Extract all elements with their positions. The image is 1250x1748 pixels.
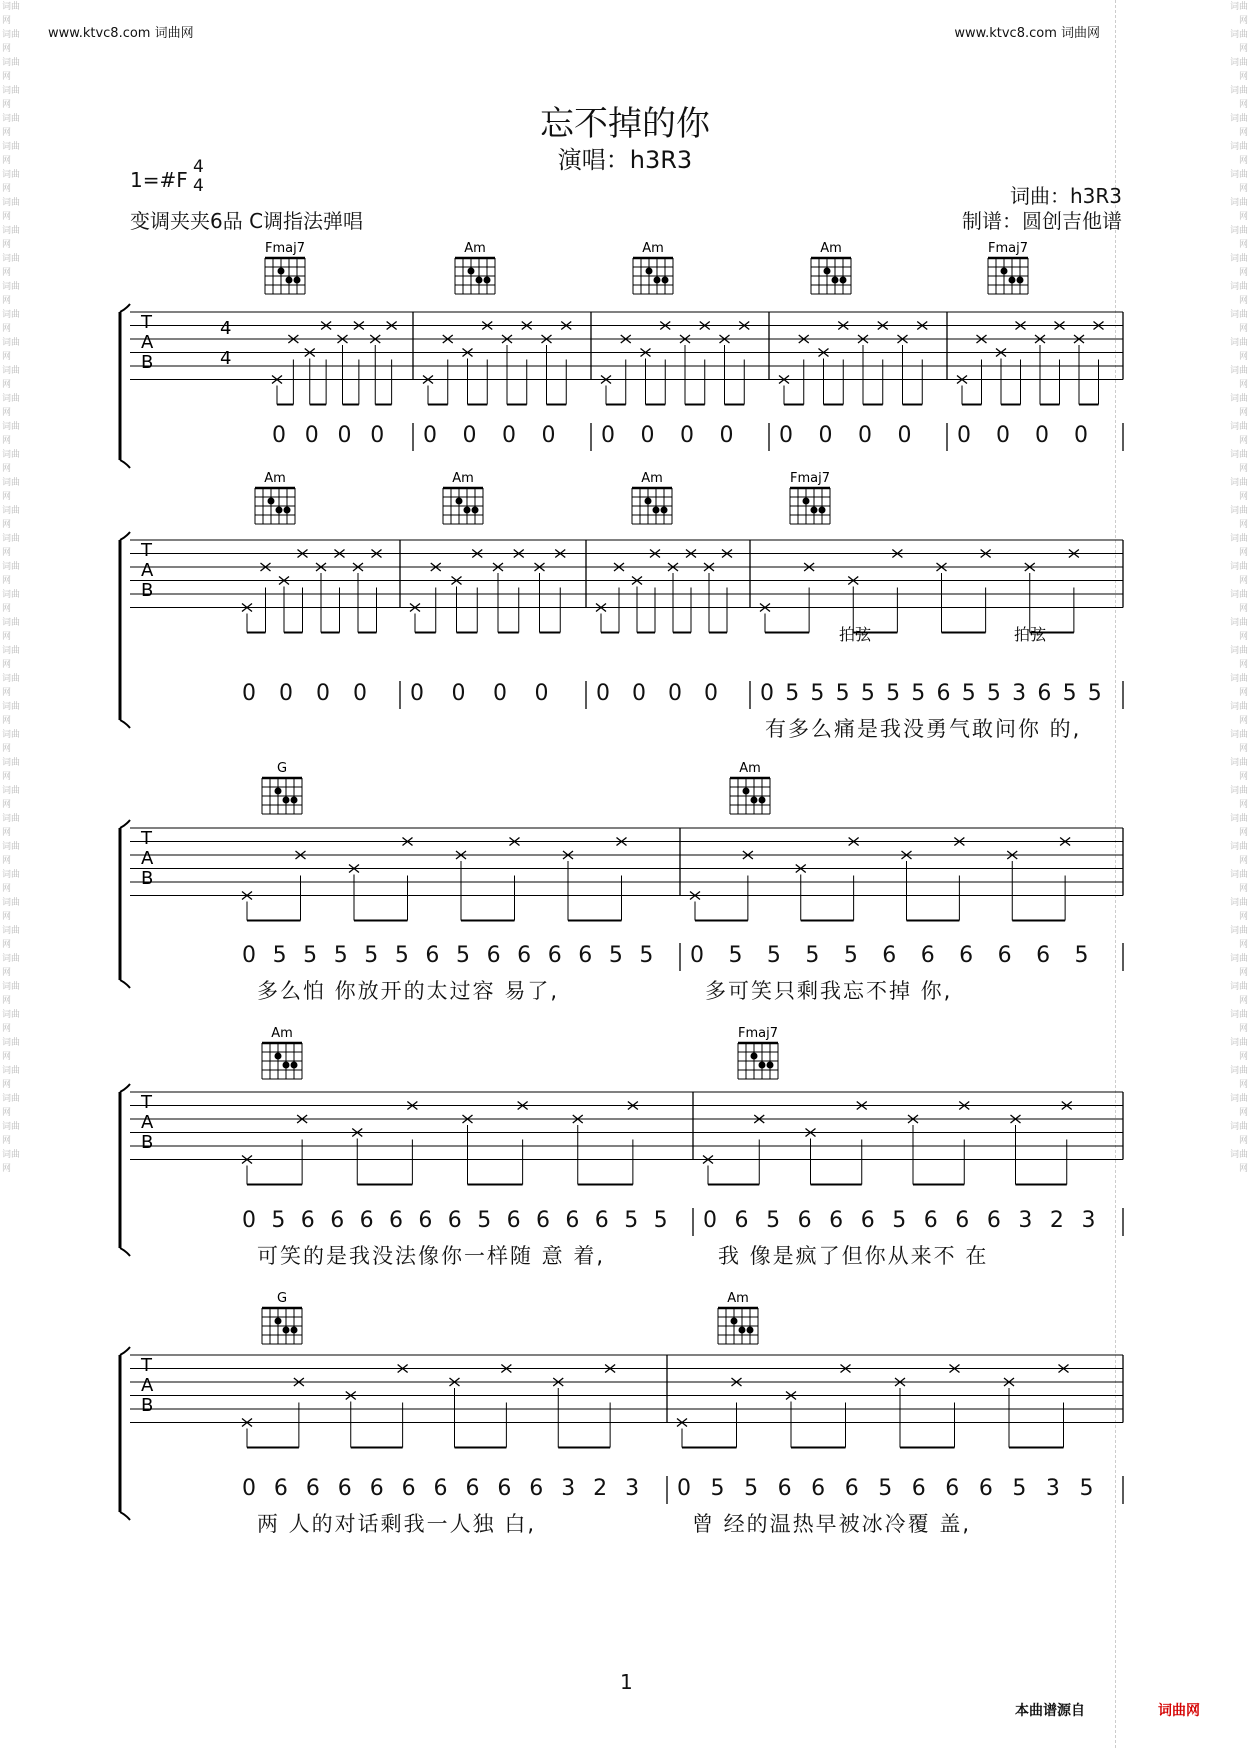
tab-letter: A bbox=[141, 560, 154, 581]
chord-name: Am bbox=[820, 241, 842, 256]
jianpu-note: 0 bbox=[632, 681, 646, 706]
jianpu-note: 6 bbox=[433, 1476, 448, 1501]
tab-letter: B bbox=[141, 1395, 154, 1416]
tab-letter: A bbox=[141, 1112, 154, 1133]
tab-letter: T bbox=[141, 1355, 152, 1376]
chord-dot bbox=[472, 507, 479, 514]
lyric-line: 可笑的是我没法像你一样随 意 着, bbox=[257, 1244, 606, 1268]
jianpu-note: 6 bbox=[401, 1476, 416, 1501]
jianpu-note: 5 bbox=[456, 943, 470, 968]
jianpu-note: 0 bbox=[410, 681, 424, 706]
time-sig-top: 4 bbox=[193, 157, 204, 177]
jianpu-note: 3 bbox=[1045, 1476, 1060, 1501]
edge-watermark-right: 词曲网 词曲网 词曲网 词曲网 词曲网 词曲网 词曲网 词曲网 词曲网 词曲网 词曲网 词曲网 词曲网 词曲网 词曲网 词曲网 词曲网 词曲网 词曲网 词曲网 词曲网 词曲网 词曲网 词曲网 词曲网 词曲网 词曲网 词曲网 词曲网 词曲网 词曲网 词曲网 词曲网 词曲网 词曲网 词曲网 词曲网 词曲网 词曲网 词曲网 词曲网 词曲网 bbox=[1229, 2, 1248, 1174]
jianpu-note: 6 bbox=[734, 1208, 749, 1233]
chord-dot bbox=[1001, 268, 1008, 275]
jianpu-note: 6 bbox=[936, 681, 951, 706]
lyricist: 词曲：h3R3 bbox=[1009, 184, 1122, 208]
jianpu-note: 2 bbox=[1049, 1208, 1064, 1233]
edge-watermark-left: 词曲网 词曲网 词曲网 词曲网 词曲网 词曲网 词曲网 词曲网 词曲网 词曲网 词曲网 词曲网 词曲网 词曲网 词曲网 词曲网 词曲网 词曲网 词曲网 词曲网 词曲网 词曲网 词曲网 词曲网 词曲网 词曲网 词曲网 词曲网 词曲网 词曲网 词曲网 词曲网 词曲网 词曲网 词曲网 词曲网 词曲网 词曲网 词曲网 词曲网 词曲网 词曲网 bbox=[2, 2, 21, 1174]
jianpu-note: 0 bbox=[897, 423, 912, 448]
chord-dot bbox=[276, 507, 283, 514]
chord-name: G bbox=[276, 1291, 288, 1306]
chord-dot bbox=[291, 1062, 298, 1069]
jianpu-note: 5 bbox=[639, 943, 654, 968]
chord-dot bbox=[654, 277, 661, 284]
jianpu-note: 6 bbox=[447, 1208, 462, 1233]
jianpu-note: 0 bbox=[304, 423, 319, 448]
jianpu-note: 6 bbox=[829, 1208, 844, 1233]
chord-dot bbox=[268, 498, 275, 505]
chord-dot bbox=[275, 788, 282, 795]
jianpu-note: 5 bbox=[986, 681, 1001, 706]
tab-letter: T bbox=[141, 312, 152, 333]
chord-dot bbox=[1009, 277, 1016, 284]
jianpu-note: 6 bbox=[986, 1208, 1001, 1233]
chord-name: Fmaj7 bbox=[738, 1026, 778, 1041]
jianpu-note: 5 bbox=[843, 943, 858, 968]
jianpu-note: 5 bbox=[766, 1208, 781, 1233]
jianpu-note: 6 bbox=[359, 1208, 374, 1233]
jianpu-note: 6 bbox=[529, 1476, 544, 1501]
jianpu-note: 5 bbox=[744, 1476, 759, 1501]
jianpu-note: 0 bbox=[279, 681, 293, 706]
jianpu-note: 0 bbox=[242, 1476, 256, 1501]
key-signature: 1=#F bbox=[130, 168, 188, 192]
jianpu-note: 0 bbox=[690, 943, 704, 968]
jianpu-note: 6 bbox=[418, 1208, 433, 1233]
jianpu-note: 5 bbox=[892, 1208, 907, 1233]
strum-note: 拍弦 bbox=[1013, 625, 1047, 644]
jianpu-note: 5 bbox=[653, 1208, 668, 1233]
chord-dot bbox=[283, 797, 290, 804]
jianpu-note: 6 bbox=[797, 1208, 812, 1233]
lyric-line: 有多么痛是我没勇气敢问你 的, bbox=[765, 717, 1082, 741]
jianpu-note: 6 bbox=[565, 1208, 580, 1233]
chord-dot bbox=[291, 1327, 298, 1334]
jianpu-note: 6 bbox=[369, 1476, 384, 1501]
jianpu-note: 0 bbox=[818, 423, 833, 448]
jianpu-note: 6 bbox=[920, 943, 935, 968]
jianpu-note: 0 bbox=[242, 1208, 256, 1233]
jianpu-note: 5 bbox=[810, 681, 825, 706]
jianpu-note: 6 bbox=[945, 1476, 960, 1501]
chord-name: Fmaj7 bbox=[988, 241, 1028, 256]
jianpu-note: 0 bbox=[640, 423, 655, 448]
lyric-line: 曾 经的温热早被冰冷覆 盖, bbox=[692, 1512, 972, 1536]
chord-name: Am bbox=[464, 241, 486, 256]
jianpu-note: 3 bbox=[1012, 681, 1027, 706]
jianpu-note: 0 bbox=[502, 423, 516, 448]
chord-dot bbox=[294, 277, 301, 284]
jianpu-note: 5 bbox=[710, 1476, 725, 1501]
jianpu-note: 0 bbox=[451, 681, 466, 706]
chord-name: Am bbox=[264, 471, 286, 486]
jianpu-note: 5 bbox=[835, 681, 850, 706]
tab-letter: T bbox=[141, 828, 152, 849]
jianpu-note: 5 bbox=[1074, 943, 1089, 968]
jianpu-note: 3 bbox=[1018, 1208, 1033, 1233]
chord-name: Am bbox=[727, 1291, 749, 1306]
jianpu-note: 5 bbox=[624, 1208, 639, 1233]
song-title: 忘不掉的你 bbox=[540, 104, 710, 144]
jianpu-note: 0 bbox=[957, 423, 971, 448]
time-sig-bottom: 4 bbox=[193, 176, 204, 196]
lyric-line: 两 人的对话剩我一人独 白, bbox=[257, 1512, 537, 1536]
jianpu-note: 5 bbox=[608, 943, 623, 968]
jianpu-note: 0 bbox=[541, 423, 556, 448]
chord-dot bbox=[819, 507, 826, 514]
jianpu-note: 3 bbox=[1081, 1208, 1096, 1233]
jianpu-note: 5 bbox=[961, 681, 976, 706]
jianpu-note: 0 bbox=[704, 681, 718, 706]
jianpu-note: 5 bbox=[272, 943, 287, 968]
chord-name: G bbox=[276, 761, 288, 776]
jianpu-note: 6 bbox=[547, 943, 562, 968]
jianpu-note: 6 bbox=[811, 1476, 826, 1501]
tab-letter: T bbox=[141, 540, 152, 561]
jianpu-note: 0 bbox=[1074, 423, 1088, 448]
jianpu-note: 0 bbox=[337, 423, 352, 448]
jianpu-note: 6 bbox=[517, 943, 532, 968]
jianpu-note: 5 bbox=[271, 1208, 286, 1233]
jianpu-note: 5 bbox=[785, 681, 800, 706]
jianpu-note: 6 bbox=[1036, 943, 1051, 968]
chord-dot bbox=[653, 507, 660, 514]
tab-letter: B bbox=[141, 580, 154, 601]
jianpu-note: 5 bbox=[364, 943, 379, 968]
chord-dot bbox=[759, 797, 766, 804]
jianpu-note: 2 bbox=[593, 1476, 608, 1501]
jianpu-note: 0 bbox=[353, 681, 367, 706]
chord-dot bbox=[476, 277, 483, 284]
jianpu-note: 5 bbox=[878, 1476, 893, 1501]
jianpu-note: 0 bbox=[858, 423, 872, 448]
lyric-line: 多可笑只剩我忘不掉 你, bbox=[705, 979, 953, 1003]
jianpu-note: 5 bbox=[805, 943, 820, 968]
chord-dot bbox=[464, 507, 471, 514]
chord-dot bbox=[824, 268, 831, 275]
jianpu-note: 6 bbox=[978, 1476, 993, 1501]
jianpu-note: 6 bbox=[777, 1476, 792, 1501]
jianpu-note: 5 bbox=[394, 943, 409, 968]
jianpu-note: 6 bbox=[465, 1476, 480, 1501]
jianpu-note: 5 bbox=[477, 1208, 492, 1233]
tab-letter: T bbox=[141, 1092, 152, 1113]
chord-dot bbox=[283, 1327, 290, 1334]
jianpu-note: 6 bbox=[337, 1476, 352, 1501]
jianpu-note: 0 bbox=[242, 943, 256, 968]
capo-info: 变调夹夹6品 C调指法弹唱 bbox=[130, 209, 364, 233]
chord-dot bbox=[278, 268, 285, 275]
jianpu-note: 6 bbox=[844, 1476, 859, 1501]
jianpu-note: 0 bbox=[668, 681, 682, 706]
jianpu-note: 6 bbox=[594, 1208, 609, 1233]
chord-dot bbox=[284, 507, 291, 514]
jianpu-note: 0 bbox=[601, 423, 615, 448]
jianpu-note: 0 bbox=[370, 423, 385, 448]
chord-name: Fmaj7 bbox=[265, 241, 305, 256]
jianpu-note: 6 bbox=[536, 1208, 550, 1233]
jianpu-note: 6 bbox=[273, 1476, 288, 1501]
jianpu-note: 3 bbox=[625, 1476, 640, 1501]
jianpu-note: 5 bbox=[1062, 681, 1077, 706]
jianpu-note: 0 bbox=[242, 681, 256, 706]
jianpu-note: 0 bbox=[779, 423, 793, 448]
chord-dot bbox=[662, 277, 669, 284]
jianpu-note: 0 bbox=[996, 423, 1010, 448]
jianpu-note: 5 bbox=[911, 681, 926, 706]
chord-name: Am bbox=[271, 1026, 293, 1041]
lyric-line: 我 像是疯了但你从来不 在 bbox=[718, 1244, 989, 1268]
jianpu-note: 0 bbox=[316, 681, 330, 706]
jianpu-note: 0 bbox=[719, 423, 734, 448]
jianpu-note: 6 bbox=[860, 1208, 875, 1233]
jianpu-note: 3 bbox=[561, 1476, 576, 1501]
chord-dot bbox=[661, 507, 668, 514]
chord-dot bbox=[456, 498, 463, 505]
jianpu-note: 6 bbox=[1037, 681, 1052, 706]
chord-dot bbox=[739, 1327, 746, 1334]
watermark-left: www.ktvc8.com 词曲网 bbox=[48, 26, 194, 41]
chord-dot bbox=[803, 498, 810, 505]
tab-time-bottom: 4 bbox=[220, 348, 232, 369]
jianpu-note: 5 bbox=[1087, 681, 1102, 706]
jianpu-note: 6 bbox=[330, 1208, 345, 1233]
page-number: 1 bbox=[620, 1670, 633, 1694]
chord-dot bbox=[275, 1053, 282, 1060]
chord-dot bbox=[743, 788, 750, 795]
jianpu-note: 5 bbox=[728, 943, 743, 968]
jianpu-note: 0 bbox=[677, 1476, 691, 1501]
jianpu-note: 5 bbox=[303, 943, 318, 968]
jianpu-note: 5 bbox=[1079, 1476, 1094, 1501]
jianpu-note: 6 bbox=[911, 1476, 926, 1501]
chord-dot bbox=[811, 507, 818, 514]
jianpu-note: 0 bbox=[272, 423, 286, 448]
jianpu-note: 0 bbox=[462, 423, 477, 448]
jianpu-note: 0 bbox=[534, 681, 549, 706]
jianpu-note: 5 bbox=[886, 681, 901, 706]
jianpu-note: 0 bbox=[493, 681, 507, 706]
arranger: 制谱：圆创吉他谱 bbox=[962, 209, 1122, 233]
chord-dot bbox=[646, 268, 653, 275]
chord-name: Fmaj7 bbox=[790, 471, 830, 486]
jianpu-note: 6 bbox=[486, 943, 501, 968]
chord-dot bbox=[275, 1318, 282, 1325]
chord-dot bbox=[291, 797, 298, 804]
jianpu-note: 0 bbox=[760, 681, 774, 706]
singer: 演唱：h3R3 bbox=[557, 146, 693, 174]
tab-letter: B bbox=[141, 352, 154, 373]
strum-note: 拍弦 bbox=[838, 625, 872, 644]
chord-dot bbox=[1017, 277, 1024, 284]
jianpu-note: 6 bbox=[389, 1208, 403, 1233]
jianpu-note: 5 bbox=[766, 943, 781, 968]
jianpu-note: 6 bbox=[959, 943, 974, 968]
jianpu-note: 6 bbox=[425, 943, 440, 968]
jianpu-note: 0 bbox=[680, 423, 694, 448]
jianpu-note: 0 bbox=[423, 423, 437, 448]
chord-dot bbox=[468, 268, 475, 275]
jianpu-note: 6 bbox=[997, 943, 1012, 968]
jianpu-note: 0 bbox=[703, 1208, 717, 1233]
tab-letter: A bbox=[141, 848, 154, 869]
jianpu-note: 6 bbox=[300, 1208, 315, 1233]
chord-dot bbox=[759, 1062, 766, 1069]
tab-letter: B bbox=[141, 1132, 154, 1153]
jianpu-note: 6 bbox=[923, 1208, 938, 1233]
tab-letter: B bbox=[141, 868, 154, 889]
jianpu-note: 6 bbox=[578, 943, 593, 968]
chord-name: Am bbox=[739, 761, 761, 776]
jianpu-note: 0 bbox=[1035, 423, 1049, 448]
chord-name: Am bbox=[452, 471, 474, 486]
jianpu-note: 0 bbox=[596, 681, 610, 706]
footer-site-link[interactable]: 词曲网 bbox=[1158, 1703, 1200, 1719]
jianpu-note: 6 bbox=[305, 1476, 320, 1501]
chord-dot bbox=[767, 1062, 774, 1069]
chord-dot bbox=[751, 1053, 758, 1060]
chord-dot bbox=[840, 277, 847, 284]
chord-name: Am bbox=[642, 241, 664, 256]
footer-source: 本曲谱源自 bbox=[1015, 1703, 1085, 1719]
chord-dot bbox=[832, 277, 839, 284]
jianpu-note: 6 bbox=[497, 1476, 512, 1501]
tab-letter: A bbox=[141, 332, 154, 353]
chord-dot bbox=[751, 797, 758, 804]
lyric-line: 多么怕 你放开的太过容 易了, bbox=[257, 979, 560, 1003]
chord-dot bbox=[484, 277, 491, 284]
jianpu-note: 5 bbox=[333, 943, 348, 968]
tab-time-top: 4 bbox=[220, 318, 232, 339]
jianpu-note: 5 bbox=[1012, 1476, 1027, 1501]
jianpu-note: 6 bbox=[506, 1208, 521, 1233]
jianpu-note: 5 bbox=[860, 681, 875, 706]
chord-dot bbox=[286, 277, 293, 284]
chord-dot bbox=[731, 1318, 738, 1325]
chord-dot bbox=[747, 1327, 754, 1334]
jianpu-note: 6 bbox=[882, 943, 897, 968]
watermark-right: www.ktvc8.com 词曲网 bbox=[954, 26, 1100, 41]
chord-dot bbox=[283, 1062, 290, 1069]
chord-dot bbox=[645, 498, 652, 505]
jianpu-note: 6 bbox=[955, 1208, 970, 1233]
chord-name: Am bbox=[641, 471, 663, 486]
tab-letter: A bbox=[141, 1375, 154, 1396]
